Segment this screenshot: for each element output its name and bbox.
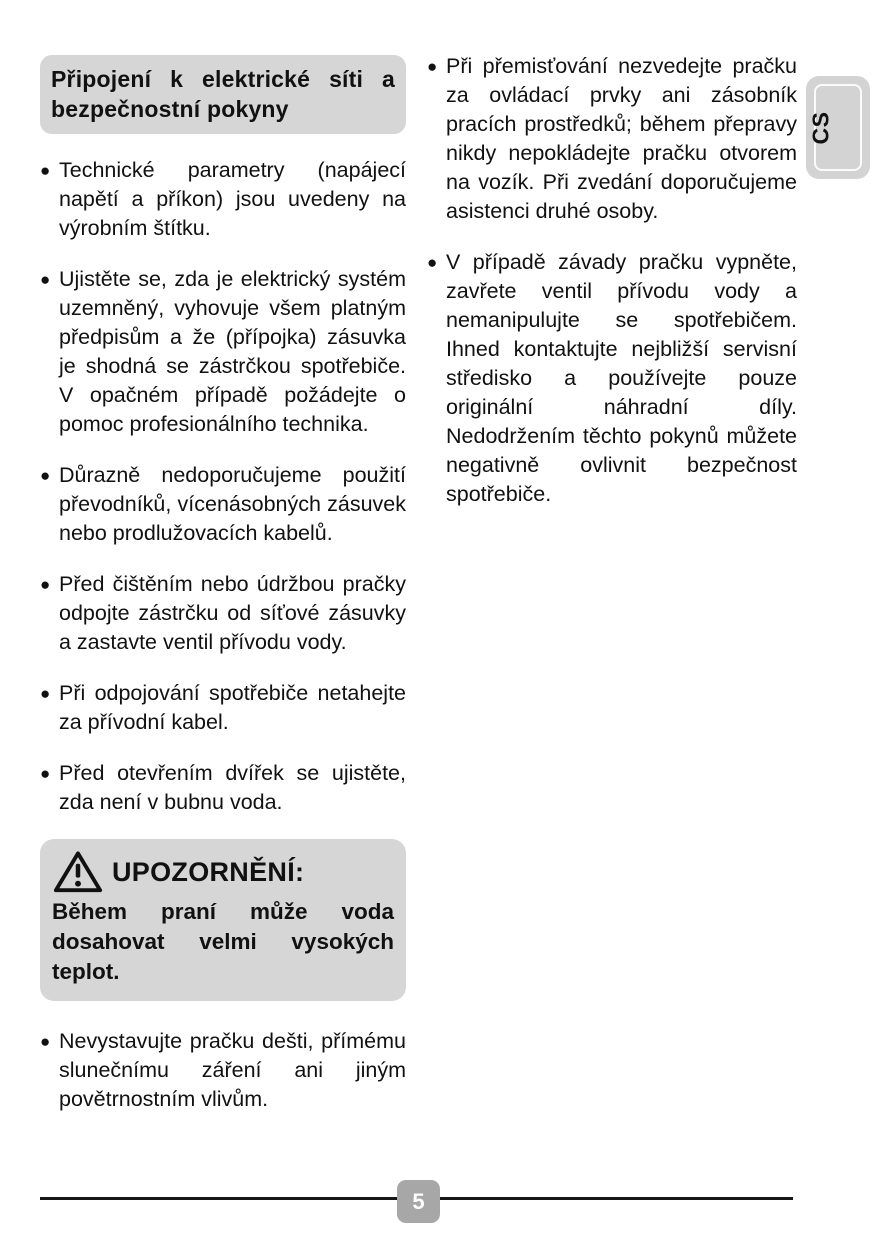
bullet-icon: ● <box>40 764 51 783</box>
page-number-badge <box>397 1180 440 1223</box>
warning-header <box>52 849 394 895</box>
list-item-text: Před otevřením dvířek se ujistěte, zda není v bubnu voda. <box>59 761 406 814</box>
warning-box <box>40 839 406 1001</box>
list-item <box>40 570 406 657</box>
list-item <box>427 248 797 509</box>
list-item-text: V případě závady pračku vypněte, zavřete ventil přívodu vody a nemanipulujte se spotřebičem. Ihned kontaktujte nejbližší servisní středisko a používejte pouze originální náhradní díly. Nedodržením těchto pokynů můžete negativně ovlivnit bezpečnost spotřebiče. <box>446 250 797 506</box>
bullet-icon: ● <box>40 1032 51 1051</box>
warning-triangle-icon <box>52 849 104 895</box>
right-column <box>427 52 797 509</box>
list-item <box>427 52 797 226</box>
list-item <box>40 1027 406 1114</box>
left-column <box>40 55 406 1114</box>
list-item-text: Nevystavujte pračku dešti, přímému slunečnímu záření ani jiným povětrnostním vlivům. <box>59 1029 406 1111</box>
section-title: Připojení k elektrické síti a bezpečnostní pokyny <box>51 66 395 122</box>
bullet-icon: ● <box>40 161 51 180</box>
section-title-box <box>40 55 406 134</box>
warning-title: UPOZORNĚNÍ: <box>112 856 305 887</box>
list-item-text: Před čištěním nebo údržbou pračky odpojte zástrčku od síťové zásuvky a zastavte ventil přívodu vody. <box>59 572 406 654</box>
list-item <box>40 461 406 548</box>
list-item-text: Při odpojování spotřebiče netahejte za přívodní kabel. <box>59 681 406 734</box>
list-item-text: Při přemisťování nezvedejte pračku za ovládací prvky ani zásobník pracích prostředků; během přepravy nikdy nepokládejte pračku otvorem na vozík. Při zvedání doporučujeme asistenci druhé osoby. <box>446 54 797 223</box>
bullet-icon: ● <box>40 466 51 485</box>
list-item-text: Ujistěte se, zda je elektrický systém uzemněný, vyhovuje všem platným předpisům a že (přípojka) zásuvka je shodná se zástrčkou spotřebiče. V opačném případě požádejte o pomoc profesionálního technika. <box>59 267 406 436</box>
list-item-text: Důrazně nedoporučujeme použití převodníků, vícenásobných zásuvek nebo prodlužovacích kabelů. <box>59 463 406 545</box>
list-item <box>40 265 406 439</box>
bullet-icon: ● <box>40 684 51 703</box>
list-item <box>40 679 406 737</box>
list-item-text: Technické parametry (napájecí napětí a příkon) jsou uvedeny na výrobním štítku. <box>59 158 406 240</box>
page-number: 5 <box>412 1188 425 1214</box>
warning-text: Během praní může voda dosahovat velmi vysokých teplot. <box>52 899 394 984</box>
bullet-icon: ● <box>40 575 51 594</box>
list-item <box>40 156 406 243</box>
language-tab <box>806 76 870 179</box>
list-item <box>40 759 406 817</box>
bullet-icon: ● <box>427 253 438 272</box>
bullet-icon: ● <box>40 270 51 289</box>
bullet-icon: ● <box>427 57 438 76</box>
language-tab-label: CS <box>807 111 834 144</box>
